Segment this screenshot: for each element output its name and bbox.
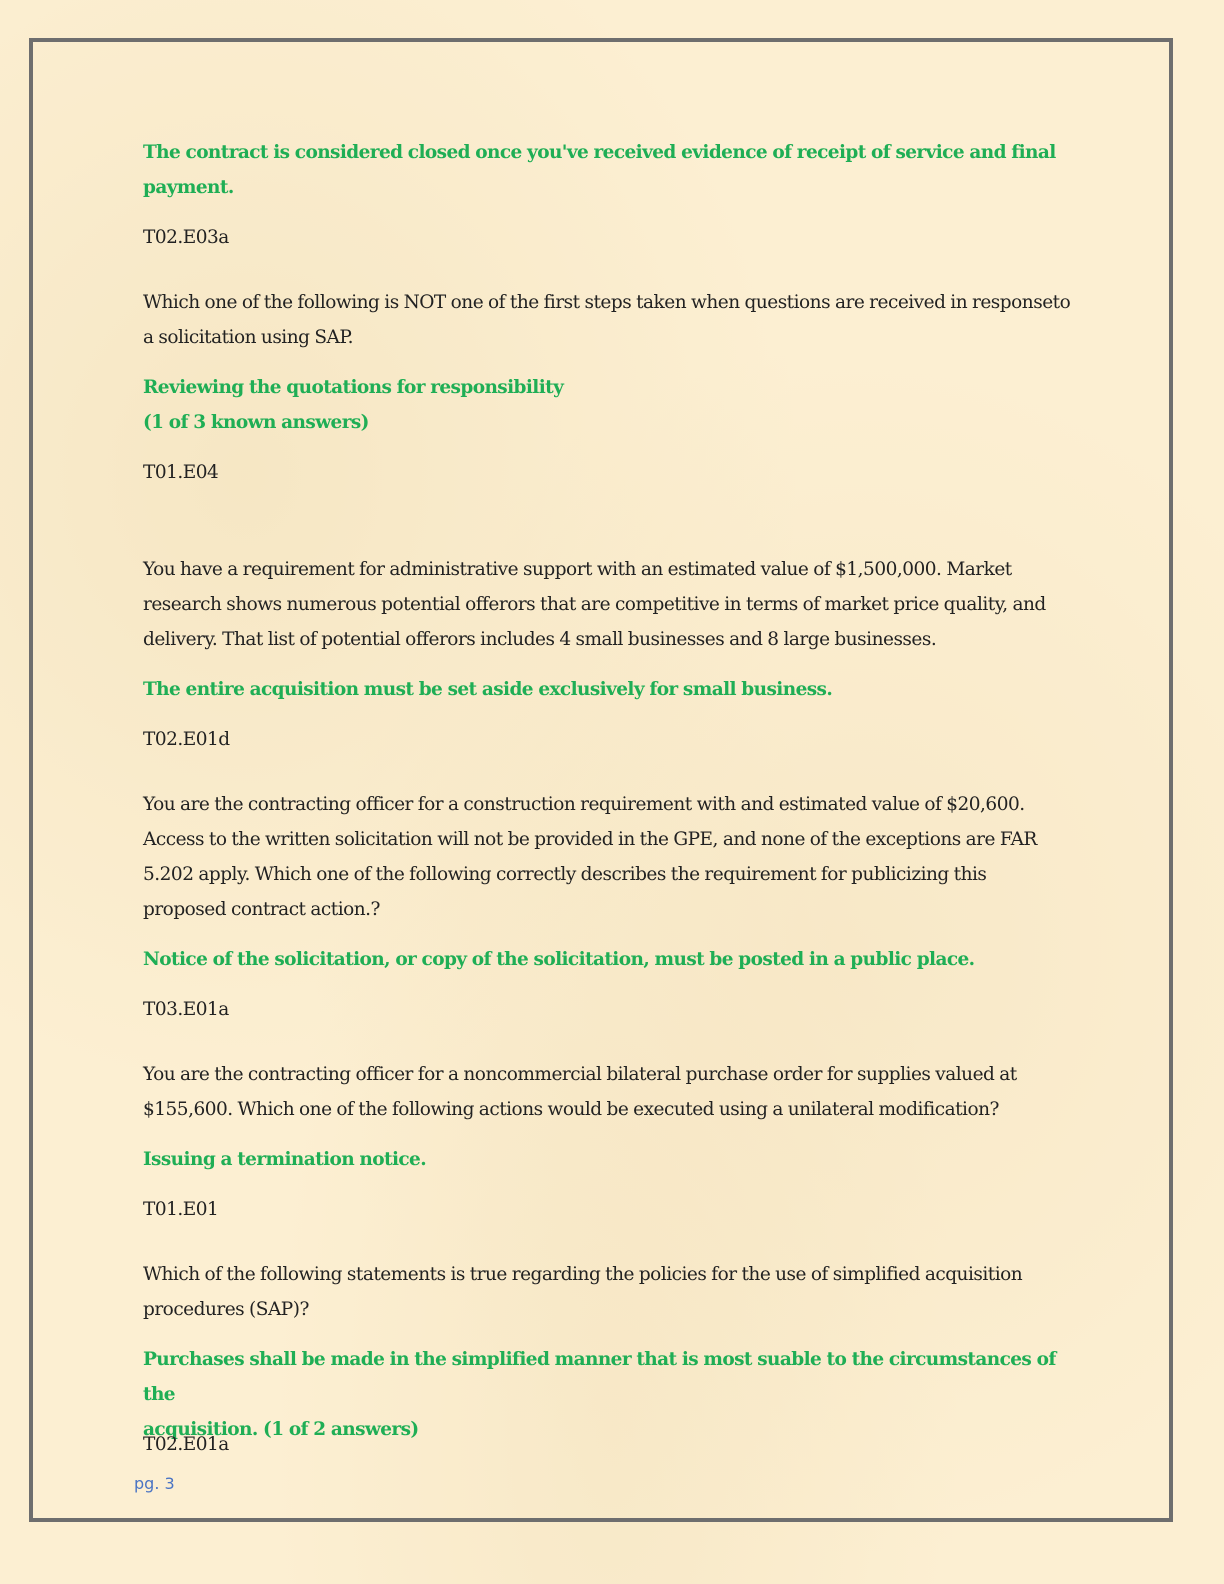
question-text: You have a requirement for administrative support with an estimated value of $1,500,000. Market research shows numerous potential offerors that are competitive in terms of market price quality, and delivery. That list of potential offerors includes 4 small businesses and 8 large businesses. bbox=[143, 559, 1046, 650]
question-code: T02.E01d bbox=[143, 729, 230, 750]
answer-text: Reviewing the quotations for responsibility (1 of 3 known answers) bbox=[143, 377, 564, 433]
question-code: T02.E01a bbox=[143, 1434, 229, 1455]
answer-text: The entire acquisition must be set aside exclusively for small business. bbox=[143, 679, 833, 700]
answer-text: Issuing a termination notice. bbox=[143, 1149, 427, 1170]
question-code: T03.E01a bbox=[143, 999, 229, 1020]
question-text: You are the contracting officer for a construction requirement with and estimated value of $20,600. Access to the written solicitation will not be provided in the GPE, and none of the exceptions are FAR 5.202 apply. Which one of the following correctly describes the requirement for publicizing this proposed contract action.? bbox=[143, 794, 1037, 920]
question-code: T01.E01 bbox=[143, 1199, 219, 1220]
question-code: T02.E03a bbox=[143, 227, 229, 248]
question-text: Which one of the following is NOT one of the first steps taken when questions are received in responseto a solicitation using SAP. bbox=[143, 292, 1071, 348]
question-text: You are the contracting officer for a noncommercial bilateral purchase order for supplies valued at $155,600. Which one of the following actions would be executed using a unilateral modification? bbox=[143, 1064, 1017, 1120]
question-text: Which of the following statements is true regarding the policies for the use of simplified acquisition procedures (SAP)? bbox=[143, 1264, 1023, 1320]
answer-text: The contract is considered closed once you've received evidence of receipt of service and final payment. bbox=[143, 142, 1056, 198]
page-number: pg. 3 bbox=[134, 1474, 175, 1493]
answer-text: Purchases shall be made in the simplified manner that is most suable to the circumstances of the acquisition. (1 of 2 answers) bbox=[143, 1349, 1056, 1440]
question-code: T01.E04 bbox=[143, 462, 219, 483]
answer-text: Notice of the solicitation, or copy of the solicitation, must be posted in a public place. bbox=[143, 949, 975, 970]
